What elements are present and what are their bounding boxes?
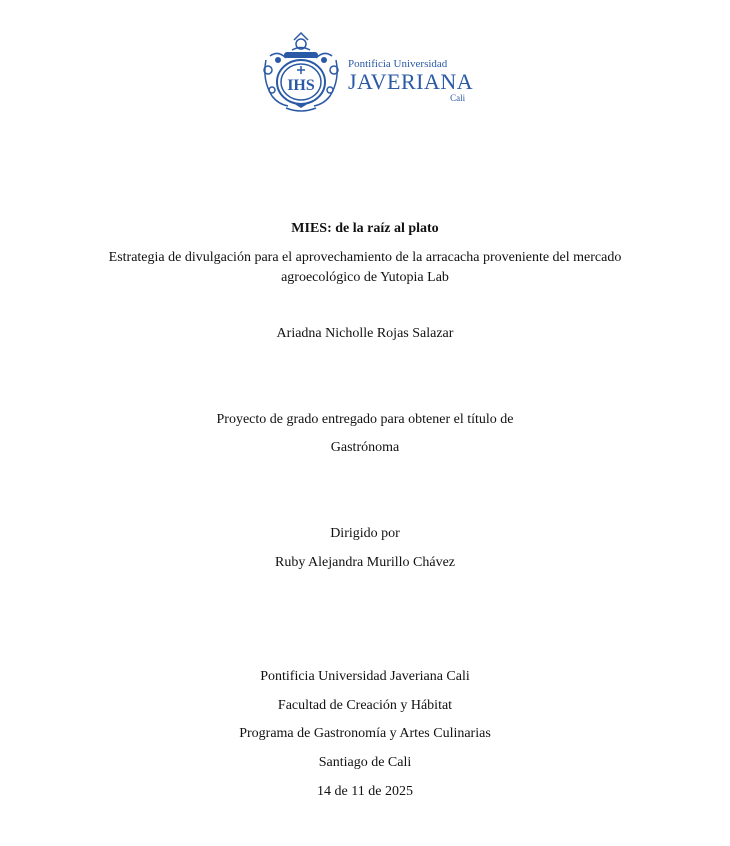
coat-of-arms-icon	[258, 30, 344, 116]
logo-wordmark	[348, 58, 473, 103]
author-name: Ariadna Nicholle Rojas Salazar	[276, 326, 454, 341]
logo-monogram: IHS	[287, 77, 315, 94]
logo-line-pontificia: Pontificia Universidad	[348, 58, 448, 70]
advisor-name: Ruby Alejandra Murillo Chávez	[274, 555, 456, 570]
logo-line-javeriana: JAVERIANA	[348, 69, 474, 94]
university-name: Pontificia Universidad Javeriana Cali	[260, 669, 470, 684]
document-title: MIES: de la raíz al plato	[291, 221, 439, 236]
program-name: Programa de Gastronomía y Artes Culinarias	[239, 726, 491, 741]
advisor-label: Dirigido por	[330, 526, 400, 541]
degree-title: Gastrónoma	[330, 440, 400, 455]
submission-date: 14 de 11 de 2025	[317, 784, 413, 799]
subtitle-line-2: agroecológico de Yutopia Lab	[281, 270, 449, 285]
subtitle-line-1: Estrategia de divulgación para el aprovechamiento de la arracacha proveniente del mercado	[108, 250, 622, 265]
city-name: Santiago de Cali	[318, 755, 412, 770]
university-logo	[258, 30, 474, 116]
degree-statement: Proyecto de grado entregado para obtener el título de	[216, 412, 514, 427]
faculty-name: Facultad de Creación y Hábitat	[277, 698, 453, 713]
logo-line-cali: Cali	[450, 93, 466, 103]
